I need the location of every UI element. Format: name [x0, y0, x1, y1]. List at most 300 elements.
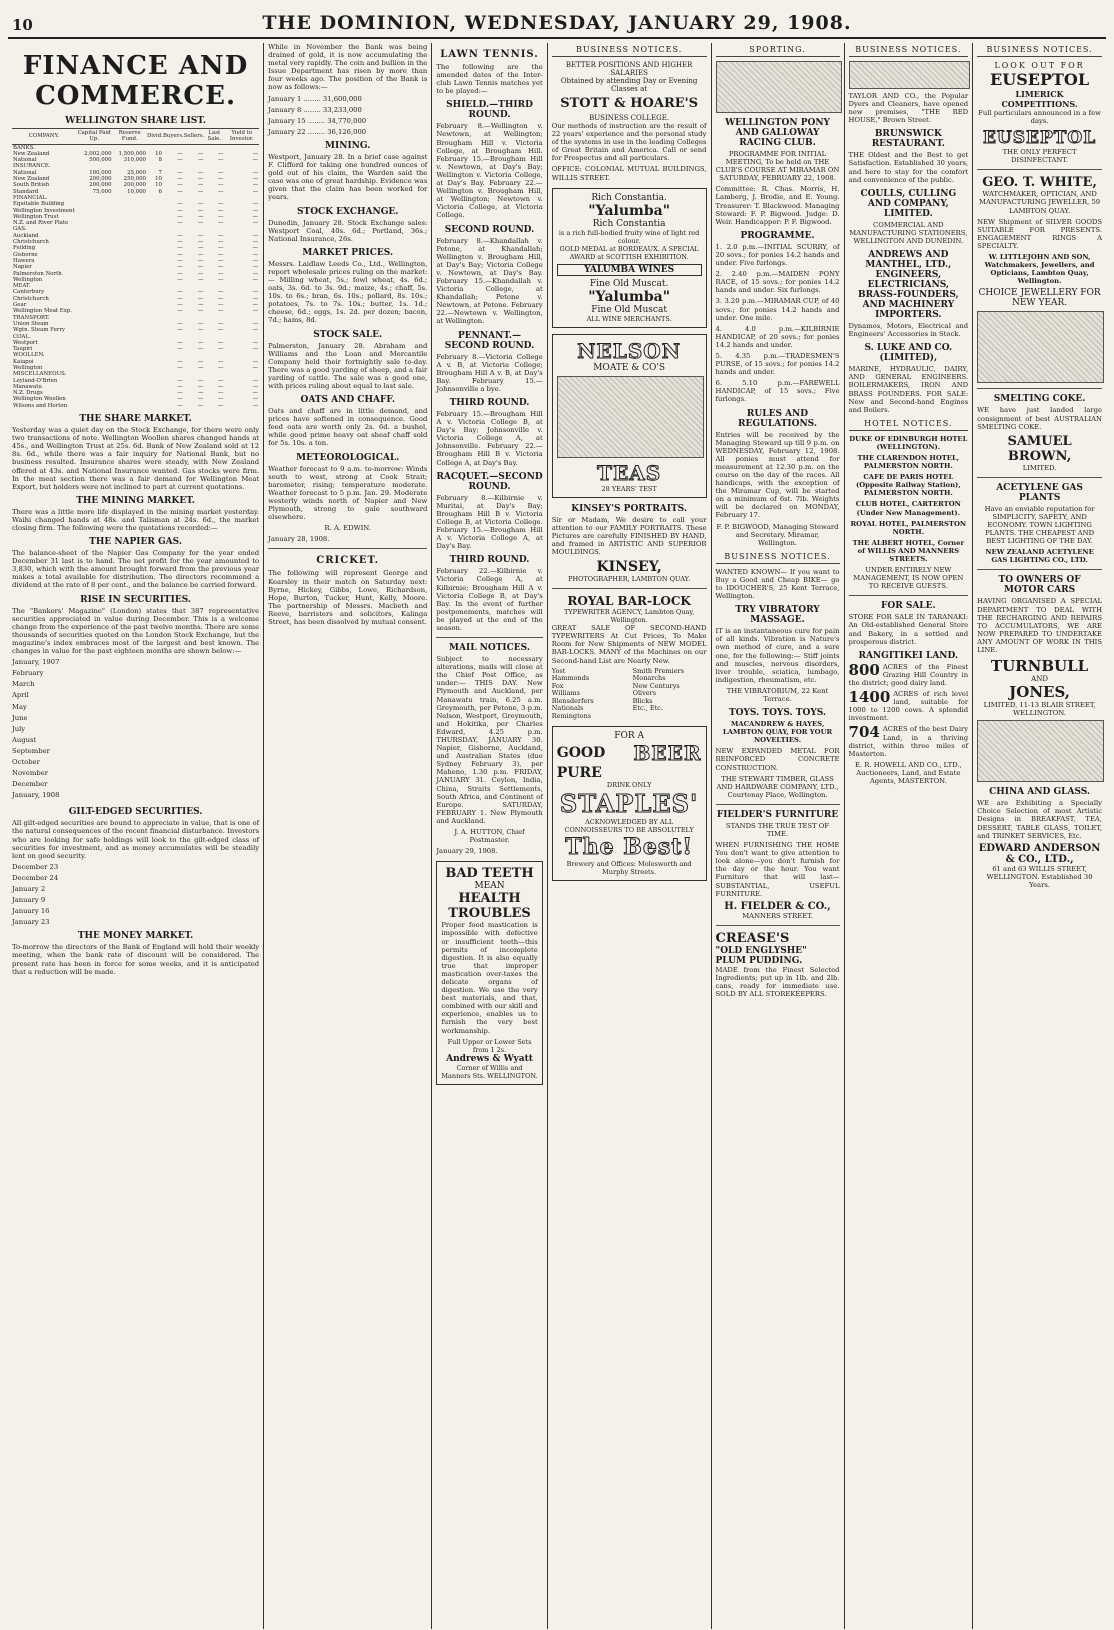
table-cell: — — [252, 402, 259, 409]
table-cell: — — [218, 276, 224, 283]
racing-club-title: WELLINGTON PONY AND GALLOWAY RACING CLUB. — [725, 118, 830, 148]
table-cell: — — [177, 364, 183, 371]
table-cell: — — [197, 327, 204, 334]
fielder-body: WHEN FURNISHING THE HOME You don't want to give attention to look alone—you don't furnish for the day or the hour. You want Furniture that will last—SUBSTANTIAL, USEFUL FURNITURE. — [715, 841, 840, 898]
table-cell: Wgtn. Steam Ferry — [13, 327, 65, 334]
market-prices-body: Messrs. Laidlaw Leeds Co., Ltd., Wellington, report wholesale prices ruling on the market:— Milling wheat, 5s.; fowl wheat, 4s. 6d.; oats, 3s. 6d. to 3s. 9d.; maize, 4s.; chaff, 5s. 10s. to 6s.; bran, 6s. 10s.; pollard, 8s. 10s.; potatoes, 7s. to 7s. 10s.; butter, 1s. 1d.; cheese, 6d.; eggs, 1s. 2d. per dozen; bacon, 7d.; hams, 8d. — [268, 259, 428, 325]
second-round-body: February 8.—Khandallah v. Petone, at Khandallah; Wellington v. Brougham Hill, at Day's Bay; Victoria College v. Newtown, at Day's Bay. February 15.—Khandallah v. Victoria College, at Khandallah; Petone v. Newtown, at Petone. February 22.—Newtown v. Wellington, at Wellington. — [436, 236, 543, 326]
table-cell: — — [252, 396, 259, 403]
table-cell: — — [177, 220, 183, 227]
meteorological-body: Weather forecast to 9 a.m. to-morrow: Winds south to west, strong at Cook Strait; barometer, rising; temperature moderate. Weather forecast to 5 p.m. Jan. 29. Moderate westerly winds north of Napier and New Plymouth, strong to gale southward elsewhere. — [268, 464, 428, 522]
acetylene-title: ACETYLENE GAS PLANTS — [996, 482, 1083, 503]
column-header: BUSINESS NOTICES. — [552, 43, 707, 57]
table-cell: — — [197, 220, 204, 227]
white-name: GEO. T. WHITE, — [982, 175, 1097, 191]
mining-title: MINING. — [325, 140, 371, 151]
table-cell: — — [252, 383, 259, 390]
table-cell: — — [197, 358, 204, 365]
nelson-teas: TEAS — [597, 460, 662, 485]
racquet-body: February 8.—Kilbirnie v. Muritai, at Day's Bay; Brougham Hill B v. Victoria College B, at Victoria College. February 15.—Brougham Hill A v. Victoria College A, at Day's Bay. — [436, 493, 543, 551]
table-cell: BANKS. — [13, 144, 35, 151]
table-cell: — — [218, 251, 224, 258]
table-cell: — — [252, 169, 259, 176]
shield-third-title: SHIELD.—THIRD ROUND. — [446, 100, 533, 121]
section-title: THE SHARE MARKET. — [79, 414, 192, 425]
table-cell: — — [218, 339, 224, 346]
table-cell: — — [197, 302, 204, 309]
clarendon-hotel: THE CLARENDON HOTEL, PALMERSTON NORTH. — [857, 453, 960, 471]
nelson-name: NELSON — [577, 338, 681, 363]
crease-body: MADE from the Finest Selected Ingredients; put up in 1lb. and 2lb. cans, ready for immediate use. SOLD BY ALL STOREKEEPERS. — [715, 965, 840, 999]
crease-title: CREASE'S — [715, 930, 790, 946]
stott-sub: BUSINESS COLLEGE. — [589, 114, 670, 122]
kinsey-body: Sir or Madam, We desire to call your attention to our FAMILY PORTRAITS. These Pictures are carefully FINISHED BY HAND, and framed in ARTISTIC AND SUPERIOR MOULDINGS. — [551, 515, 707, 557]
kinsey-name: KINSEY, — [596, 559, 662, 576]
jewellery-illustration — [977, 311, 1104, 383]
table-cell — [113, 144, 147, 151]
smelting-body: WE have just landed large consignment of best AUSTRALIAN SMELTING COKE. — [977, 406, 1103, 431]
fielder-sub: STANDS THE TRUE TEST OF TIME. — [725, 821, 830, 838]
table-cell: — — [252, 245, 259, 252]
masthead — [8, 6, 1106, 39]
fielder-address: MANNERS STREET. — [742, 911, 813, 920]
table-cell: — — [252, 257, 259, 264]
table-cell: — — [218, 358, 224, 365]
table-cell: — — [177, 383, 183, 390]
table-cell — [113, 403, 147, 409]
table-cell: — — [177, 207, 183, 214]
table-cell: Wellington Woollen — [13, 396, 66, 403]
table-cell: — — [252, 182, 259, 189]
section-body: Yesterday was a quiet day on the Stock Exchange, for there were only two transactions of note. Wellington Woollen shares changed hands at 45s., and Wellington Trust at 25s. 6d. Bank of New Zealand sold at 12 8s. 6d., while there was a fair inquiry for National Bank, but no business resulted. Insurance shares were steady, with New Zealand offered at 43s. and National Insurance wanted. Gas stocks were firm. In the meat section there was a fair demand for Wellington Meat Export, but holders were not inclined to part at current quotations. — [12, 426, 260, 491]
table-cell: — — [218, 188, 224, 195]
table-cell: — — [177, 201, 183, 208]
table-cell: 200,000 — [123, 182, 146, 189]
typewriter-brand: Nationals — [551, 704, 584, 713]
table-cell: — — [252, 302, 259, 309]
share-column-header: COMPANY. — [12, 129, 76, 145]
table-cell: MISCELLANEOUS. — [13, 371, 67, 378]
table-cell: — — [252, 270, 259, 277]
brunswick-title: BRUNSWICK RESTAURANT. — [871, 129, 945, 150]
finance-heading: FINANCE AND COMMERCE. — [22, 51, 249, 111]
barlock-name: ROYAL BAR-LOCK — [567, 594, 691, 609]
table-cell: 8 — [158, 157, 162, 164]
table-cell: — — [218, 320, 224, 327]
aggregate-row: January, 1907 — [12, 658, 60, 667]
stock-sale-title: STOCK SALE. — [313, 329, 383, 340]
table-cell: — — [197, 157, 204, 164]
table-cell: — — [197, 270, 204, 277]
typewriter-brand: Blensderfers — [551, 696, 594, 705]
royal-hotel: ROYAL HOTEL, PALMERSTON NORTH. — [850, 519, 967, 536]
beer-good: GOOD — [556, 745, 606, 762]
table-cell: — — [218, 213, 224, 220]
table-cell: — — [252, 358, 259, 365]
table-cell: — — [252, 364, 259, 371]
typewriter-brand: Williams — [551, 689, 580, 698]
business-column-1 — [548, 43, 712, 1629]
section-title: THE MINING MARKET. — [76, 495, 195, 506]
coulls-title: COULLS, CULLING AND COMPANY, LIMITED. — [860, 188, 957, 219]
china-title: CHINA AND GLASS. — [989, 787, 1091, 798]
table-cell: National — [13, 157, 37, 164]
table-cell: COAL. — [13, 333, 31, 340]
turnbull: TURNBULL — [990, 657, 1089, 676]
table-cell: — — [218, 308, 224, 315]
table-cell: Feilding — [13, 245, 36, 252]
table-cell: TRANSPORT. — [13, 314, 50, 321]
table-cell: Manawatu — [13, 383, 42, 390]
table-cell: — — [218, 302, 224, 309]
table-cell: Wellington Investment — [13, 207, 75, 214]
table-cell: — — [197, 339, 204, 346]
barlock-list — [552, 668, 707, 721]
land-agents: E. R. HOWELL AND CO., LTD., Auctioneers, Land, and Estate Agents, MASTERTON. — [854, 760, 962, 785]
table-cell: — — [177, 270, 183, 277]
programme-item: 2. 2.40 p.m.—MAIDEN PONY RACE, of 15 sovs.; for ponies 14.2 hands and under. Six furlongs. — [715, 270, 840, 295]
programme-item: 3. 3.20 p.m.—MIRAMAR CUP, of 40 sovs.; for ponies 14.2 hands and under. One mile. — [715, 297, 840, 322]
table-cell: Christchurch — [13, 295, 49, 302]
table-cell: — — [197, 320, 204, 327]
table-cell: Gisborne — [13, 251, 38, 258]
beer-address: Brewery and Offices: Molesworth and Murphy Streets. — [566, 860, 692, 877]
table-cell: — — [197, 201, 204, 208]
teeth-dentist-name: Andrews & Wyatt — [446, 1053, 533, 1064]
section-body: There was a little more life displayed in the mining market yesterday. Waihi changed hands at 48s. and Talisman at 24s. 6d., the market closing firm. The following were the quotations recorded:— — [12, 507, 260, 532]
table-cell: — — [252, 232, 259, 239]
oats-body: Oats and chaff are in little demand, and prices have softened in consequence. Good feed oats are worth only 2s. 6d. a bushel, while good prime heavy oat sheaf chaff sold for 5s. 10s. a ton. — [268, 407, 428, 448]
coulls-body: COMMERCIAL AND MANUFACTURING STATIONERS, WELLINGTON AND DUNEDIN. — [849, 220, 968, 245]
table-cell: — — [218, 289, 224, 296]
table-row — [12, 144, 259, 151]
table-cell: — — [252, 295, 259, 302]
stewart-timber: THE STEWART TIMBER, GLASS AND HARDWARE COMPANY, LTD., Courtenay Place, Wellington. — [716, 774, 839, 799]
table-cell: — — [177, 188, 183, 195]
share-column-header: Last Sale. — [204, 129, 224, 145]
vibratory-body: IT is an instantaneous cure for pain of all kinds. Vibration is Nature's own method of cure, and a sure one, for the following:— Stiff joints and muscles, nervous disorders, liver trouble, sciatica, lumbago, indigestion, rheumatism, etc. — [715, 627, 840, 684]
table-cell: — — [197, 213, 204, 220]
aggregate-row: August — [12, 735, 37, 744]
table-cell: 200,000 — [89, 182, 112, 189]
typewriter-brand: Yost — [551, 666, 566, 675]
table-cell: — — [252, 220, 259, 227]
hotel-notices-header: HOTEL NOTICES. — [849, 417, 969, 431]
table-cell: Leyland-O'Brien — [13, 377, 58, 384]
table-cell: — — [177, 339, 183, 346]
aggregate-row: July — [12, 724, 26, 733]
expanded-metal: NEW EXPANDED METAL FOR REINFORCED CONCRETE CONSTRUCTION. — [715, 747, 840, 772]
table-cell: — — [197, 188, 204, 195]
teeth-line4: TROUBLES — [448, 906, 531, 922]
consols-row: December 24 — [12, 873, 59, 882]
racquet-third-body: February 22.—Kilbirnie v. Victoria College A, at Kilbirnie; Brougham Hill A v. Victoria College B, at Day's Bay. In the event of further postponements, matches will be played at the end of the season. — [436, 567, 543, 632]
table-cell: 7 — [158, 169, 162, 176]
club-hotel: CLUB HOTEL, CARTERTON (Under New Management). — [855, 500, 961, 517]
table-cell: — — [218, 169, 224, 176]
for-sale-title: FOR SALE. — [880, 601, 936, 612]
table-cell: — — [252, 201, 259, 208]
table-cell: — — [197, 383, 204, 390]
sporting-column — [712, 43, 845, 1629]
motor-body: HAVING ORGANISED A SPECIAL DEPARTMENT TO DEAL WITH THE RECHARGING AND REPAIRS TO ACCUMULATORS, WE ARE NOW PREPARED TO UNDERTAKE ANY AMOUNT OF WORK IN THIS LINE. — [977, 597, 1103, 654]
table-cell: — — [252, 188, 259, 195]
table-cell: — — [218, 327, 224, 334]
tennis-intro: The following are the amended dates of the Inter-club Lawn Tennis matches yet to be played:— — [436, 63, 543, 96]
meteorological-title: METEOROLOGICAL. — [296, 452, 400, 463]
table-cell: — — [218, 257, 224, 264]
yalumba-sub2: is a rich full-bodied fruity wine of light red colour. — [558, 228, 700, 245]
table-cell: — — [252, 207, 259, 214]
beer-pure: PURE — [556, 765, 602, 782]
page-number: 10 — [12, 16, 33, 34]
programme-item: 1. 2.0 p.m.—INITIAL SCURRY, of 20 sovs.; for ponies 14.2 hands and under. Five furlongs. — [715, 242, 840, 268]
albert-sub: UNDER ENTIRELY NEW MANAGEMENT, IS NOW OPEN TO RECEIVE GUESTS. — [853, 566, 964, 591]
acres-704: 704 — [848, 723, 880, 742]
share-table — [12, 128, 259, 409]
table-row — [12, 182, 259, 188]
fielder-title: FIELDER'S FURNITURE — [716, 809, 839, 820]
table-cell: — — [197, 308, 204, 315]
table-cell: — — [197, 176, 204, 183]
table-cell: — — [218, 396, 224, 403]
table-cell: — — [177, 276, 183, 283]
pennant-title: PENNANT.—SECOND ROUND. — [444, 330, 535, 351]
wanted-known: WANTED KNOWN— If you want to Buy a Good and Cheap BIKE— go to IDOUCHER'S, 25 Kent Terrace, Wellington. — [715, 567, 840, 601]
euseptol-body: Full particulars announced in a few days. — [978, 109, 1101, 126]
table-cell: — — [218, 201, 224, 208]
bank-figure-row: January 15 ........ 34,770,000 — [268, 116, 367, 125]
typewriter-brand: Blicks — [632, 696, 653, 705]
table-cell: — — [218, 264, 224, 271]
table-cell: — — [197, 264, 204, 271]
samuel-brown: SAMUEL BROWN, — [1007, 433, 1072, 464]
turnbull-jones-sub: LIMITED, 11-13 BLAIR STREET, WELLINGTON. — [983, 701, 1096, 718]
table-cell: — — [177, 390, 183, 397]
table-cell: 200,000 — [89, 176, 112, 183]
met-date: January 28, 1908. — [268, 535, 330, 544]
racing-committee: Committee: R. Chas. Morris, H. Lamberg, J. Brodie, and E. Young. Treasurer: T. Blackwood. Managing Steward: F. P. Bigwood. Judge: D. Weir. Handicapper: P. F. Bigwood. — [715, 185, 840, 226]
mining-body: Westport, January 28. In a brief case against F. Clifford for taking one hundred ounces of gold out of his claim, the Warden said the case was one of great hardship. Evidence was given that the claim has been worked for years. — [268, 152, 428, 202]
aggregate-row: December — [12, 780, 48, 789]
white-body: NEW Shipment of SILVER GOODS SUITABLE FOR PRESENTS. ENGAGEMENT RINGS A SPECIALTY. — [977, 217, 1103, 250]
pennant-body: February 8.—Victoria College A v. B, at Victoria College; Brougham Hill A v. B, at Day's Bay. February 15.—Johnsonville a bye. — [436, 352, 543, 393]
table-cell: — — [252, 377, 259, 384]
yalumba-name2: "Yalumba" — [588, 288, 670, 305]
table-cell: 100,000 — [89, 169, 112, 176]
brunswick-body: THE Oldest and the Best to get Satisfaction. Established 30 years, and here to stay for the comfort and convenience of the public. — [848, 151, 969, 184]
table-cell — [76, 144, 113, 151]
china-vase-illustration — [977, 720, 1104, 782]
table-cell: Wellington — [13, 364, 43, 371]
aggregate-row: September — [12, 746, 50, 755]
typewriter-brand: Monarchs — [632, 674, 666, 683]
table-cell: — — [218, 176, 224, 183]
euseptol-only: THE ONLY PERFECT DISINFECTANT. — [1002, 148, 1077, 165]
bank-figure-row: January 8 ........ 33,233,000 — [268, 105, 362, 114]
stott-top: BETTER POSITIONS AND HIGHER SALARIES — [565, 61, 693, 77]
consols-row: January 2 — [12, 885, 46, 893]
table-cell: — — [177, 295, 183, 302]
table-cell: N.Z. Drugs — [13, 390, 43, 397]
table-cell: National — [13, 169, 37, 176]
edward-address: 61 and 63 WILLIS STREET, WELLINGTON. Established 30 Years. — [986, 864, 1093, 889]
market-prices-title: MARKET PRICES. — [302, 247, 394, 258]
table-cell: INSURANCE. — [13, 163, 51, 170]
aggregate-row: March — [12, 680, 35, 689]
table-cell: — — [177, 182, 183, 189]
stott-mid: Obtained by attending Day or Evening Classes at — [560, 77, 698, 93]
table-cell: — — [177, 358, 183, 365]
section-body: To-morrow the directors of the Bank of England will hold their weekly meeting, when the bank rate of discount will be considered. The present rate has been in force for some weeks, and it is anticipated that a reduction will be made. — [12, 943, 260, 976]
table-cell: 25,000 — [127, 169, 146, 176]
table-cell: — — [177, 346, 183, 353]
table-cell: — — [197, 364, 204, 371]
table-cell: — — [252, 390, 259, 397]
table-cell: South British — [13, 182, 50, 189]
table-cell: — — [177, 157, 183, 164]
table-cell: Wellington Meat Exp. — [13, 308, 72, 315]
euseptol-top: LOOK OUT FOR — [994, 61, 1085, 70]
table-cell: Union Steam — [13, 320, 49, 327]
mail-date: January 29, 1908. — [436, 847, 498, 856]
table-cell: — — [197, 377, 204, 384]
table-cell — [76, 403, 113, 409]
table-cell: — — [177, 169, 183, 176]
business-notices-header: BUSINESS NOTICES. — [716, 550, 840, 564]
table-cell: New Zealand — [13, 176, 50, 183]
section-body: The "Bankers' Magazine" (London) states that 387 representative securities appreciated in value during December. This is a welcome change from the experience of the past twelve months. There are some thousands of securities quoted on the London Stock Exchange, but the magazine's index embraces most of the largest and best known. The changes in value for the past eighteen months are shown below:— — [12, 606, 260, 656]
table-cell: FINANCIAL. — [13, 194, 48, 201]
table-cell: — — [177, 327, 183, 334]
share-column-header: Divid. — [147, 129, 163, 145]
table-cell: — — [197, 289, 204, 296]
table-cell: 6 — [158, 188, 162, 195]
table-cell — [147, 144, 163, 151]
table-cell: New Zealand — [13, 150, 50, 157]
table-cell: 250,000 — [123, 176, 146, 183]
stock-exchange-body: Dunedin, January 28. Stock Exchange sales: Westport Coal, 40s. 6d.; Portland, 36s.; National Insurance, 26s. — [268, 218, 428, 243]
table-cell: — — [218, 150, 224, 157]
teeth-ad — [436, 861, 542, 1084]
racehorse-illustration — [716, 61, 842, 113]
tennis-title: LAWN TENNIS. — [440, 49, 539, 60]
section-title: GILT-EDGED SECURITIES. — [68, 807, 203, 818]
stott-body: Our methods of instruction are the result of 22 years' experience and the personal study of the systems in use in the leading Colleges of Great Britain and America. Call or send for Prospectus and all particulars. — [551, 122, 707, 163]
acres-800-body: ACRES of the Finest Grazing Hill Country in the district; good dairy land. — [848, 662, 969, 687]
table-row — [12, 403, 259, 409]
racing-sub: PROGRAMME FOR INITIAL MEETING, To be held on THE CLUB'S COURSE AT MIRAMAR ON SATURDAY, FEBRUARY 22, 1908. — [715, 150, 840, 183]
table-cell: 10 — [155, 150, 162, 157]
stock-sale-body: Palmerston, January 28. Abraham and Williams and the Loan and Mercantile Company held their fortnightly sale to-day. There was a good yarding of sheep, and a fair yarding of cattle. The sale was a good one, with prices ruling about equal to last sale. — [268, 341, 428, 390]
table-cell — [147, 403, 163, 409]
column-header: BUSINESS NOTICES. — [849, 43, 969, 57]
crease-sub: "OLD ENGLYSHE" — [715, 945, 807, 956]
table-cell: Gear — [13, 302, 27, 309]
table-cell: Hawera — [13, 257, 35, 264]
table-cell: — — [218, 295, 224, 302]
table-cell: — — [218, 346, 224, 353]
table-cell: Canterbury — [13, 289, 45, 296]
nelson-test: 28 YEARS' TEST — [601, 484, 657, 493]
table-cell: — — [197, 182, 204, 189]
aggregate-row: February — [12, 669, 44, 678]
teeth-note: Full Upper or Lower Sets from 1 2s. — [447, 1037, 532, 1054]
table-cell: Palmerston North — [13, 270, 62, 277]
table-cell: 2,002,000 — [84, 150, 112, 157]
acres-704-body: ACRES of the best Dairy Land, in a thriving district, within three miles of Masterton. — [848, 725, 969, 758]
table-cell: — — [177, 396, 183, 403]
table-cell: — — [252, 339, 259, 346]
beer-for: FOR A — [614, 731, 644, 742]
bank-figure-row: January 1 ........ 31,600,000 — [268, 94, 362, 103]
programme-item: 4. 4.0 p.m.—KILBIRNIE HANDICAP, of 20 sovs.; for ponies 14.2 hands and under. — [715, 324, 840, 349]
table-cell: 75,000 — [92, 188, 112, 195]
white-sub: WATCHMAKER, OPTICIAN, AND MANUFACTURING JEWELLER, 59 LAMBTON QUAY. — [979, 190, 1101, 215]
choice-jewellery: CHOICE JEWELLERY FOR NEW YEAR. — [978, 288, 1101, 309]
stott-address: OFFICE: COLONIAL MUTUAL BUILDINGS, WILLIS STREET. — [551, 165, 707, 182]
newspaper-title: THE DOMINION, WEDNESDAY, JANUARY 29, 1908. — [262, 12, 852, 34]
yalumba-award: GOLD MEDAL at BORDEAUX. A SPECIAL AWARD at SCOTTISH EXHIBITION. — [559, 244, 699, 261]
bank-paragraph: While in November the Bank was being drained of gold, it is now accumulating the metal very rapidly. The coin and bullion in the Issue Department has risen by more than four weeks ago. The position of the Bank is now as follows:— — [268, 43, 428, 92]
taylor-notice: TAYLOR AND CO., the Popular Dyers and Cleaners, have opened new premises, "THE RED HOUSE," Brown Street. — [848, 92, 969, 125]
table-cell: — — [197, 207, 204, 214]
smelting-title: SMELTING COKE. — [993, 394, 1086, 405]
table-cell: — — [197, 390, 204, 397]
section-title: THE NAPIER GAS. — [89, 537, 182, 548]
yalumba-sub3: Fine Old Muscat — [591, 304, 667, 315]
teeth-line2: MEAN — [474, 881, 505, 892]
table-cell: Wellington — [13, 276, 43, 283]
woman-with-cup-illustration — [557, 376, 704, 458]
racquet-title: RACQUET.—SECOND ROUND. — [436, 471, 543, 492]
table-cell: 500,000 — [89, 157, 112, 164]
teeth-body: Proper food mastication is impossible with defective or insufficient teeth—this permits of incomplete digestion. It is also equally true that improper mastication over-taxes the delicate organs of digestion. We use the very best materials, and that, combined with our skill and experience, enables us to furnish the very best workmanship. — [441, 921, 538, 1035]
beer-best: The Best! — [565, 834, 694, 861]
for-sale-body: STORE FOR SALE IN TARANAKI: An Old-established General Store and Bakery, in a settled and prosperous district. — [848, 613, 969, 646]
luke-body: MARINE, HYDRAULIC, DAIRY, AND GENERAL ENGINEERS. BOILERMAKERS, IRON AND BRASS FOUNDERS. FOR SALE: New and Second-hand Engines and Boilers. — [848, 365, 969, 414]
table-cell: — — [252, 157, 259, 164]
table-cell: — — [197, 396, 204, 403]
section-body: All gilt-edged securities are bound to appreciate in value, that is one of the natural consequences of the recent financial disturbance. Investors who are looking for safe holdings will look to the gilt-edged class of securities for investment, and as money accumulates will be steadily lent on good security. — [12, 819, 260, 860]
table-cell: 10,000 — [127, 188, 146, 195]
table-cell: GAS. — [13, 226, 27, 233]
vibratory-title: TRY VIBRATORY MASSAGE. — [735, 605, 820, 626]
table-cell: — — [218, 364, 224, 371]
aggregate-row: January, 1908 — [12, 791, 60, 800]
consols-row: January 9 — [12, 896, 46, 905]
table-cell: — — [218, 245, 224, 252]
motor-title: TO OWNERS OF MOTOR CARS — [998, 575, 1081, 596]
andrews-title: ANDREWS AND MANTHEL, LTD., ENGINEERS, ELECTRICIANS, BRASS-FOUNDERS, AND MACHINERY IMPORTERS. — [857, 250, 959, 321]
column-header: BUSINESS NOTICES. — [977, 43, 1102, 57]
met-signature: R. A. EDWIN. — [324, 524, 371, 533]
rangitikei-title: RANGITIKEI LAND. — [858, 650, 959, 661]
third-round-body: February 15.—Brougham Hill A v. Victoria College B, at Day's Bay; Johnsonville v. Victoria College A, at Johnsonville. February 22.—Brougham Hill B v. Victoria College A, at Day's Bay. — [436, 410, 543, 467]
rules-signature: F. P. BIGWOOD, Managing Steward and Secretary. Miramar, Wellington. — [716, 522, 839, 547]
teeth-line3: HEALTH — [458, 891, 521, 907]
acres-1400: 1400 — [848, 688, 891, 707]
table-cell: — — [218, 239, 224, 246]
table-cell: — — [252, 289, 259, 296]
toys-title: TOYS. TOYS. TOYS. — [728, 708, 827, 719]
table-cell: — — [218, 390, 224, 397]
rules-title: RULES AND REGULATIONS. — [738, 408, 817, 429]
nz-acetylene: NEW ZEALAND ACETYLENE GAS LIGHTING CO., LTD. — [985, 548, 1094, 565]
aggregate-row: November — [12, 769, 48, 778]
euseptol-name-2: EUSEPTOL — [982, 128, 1097, 149]
share-column-header: Yield to Investor. — [224, 129, 259, 145]
